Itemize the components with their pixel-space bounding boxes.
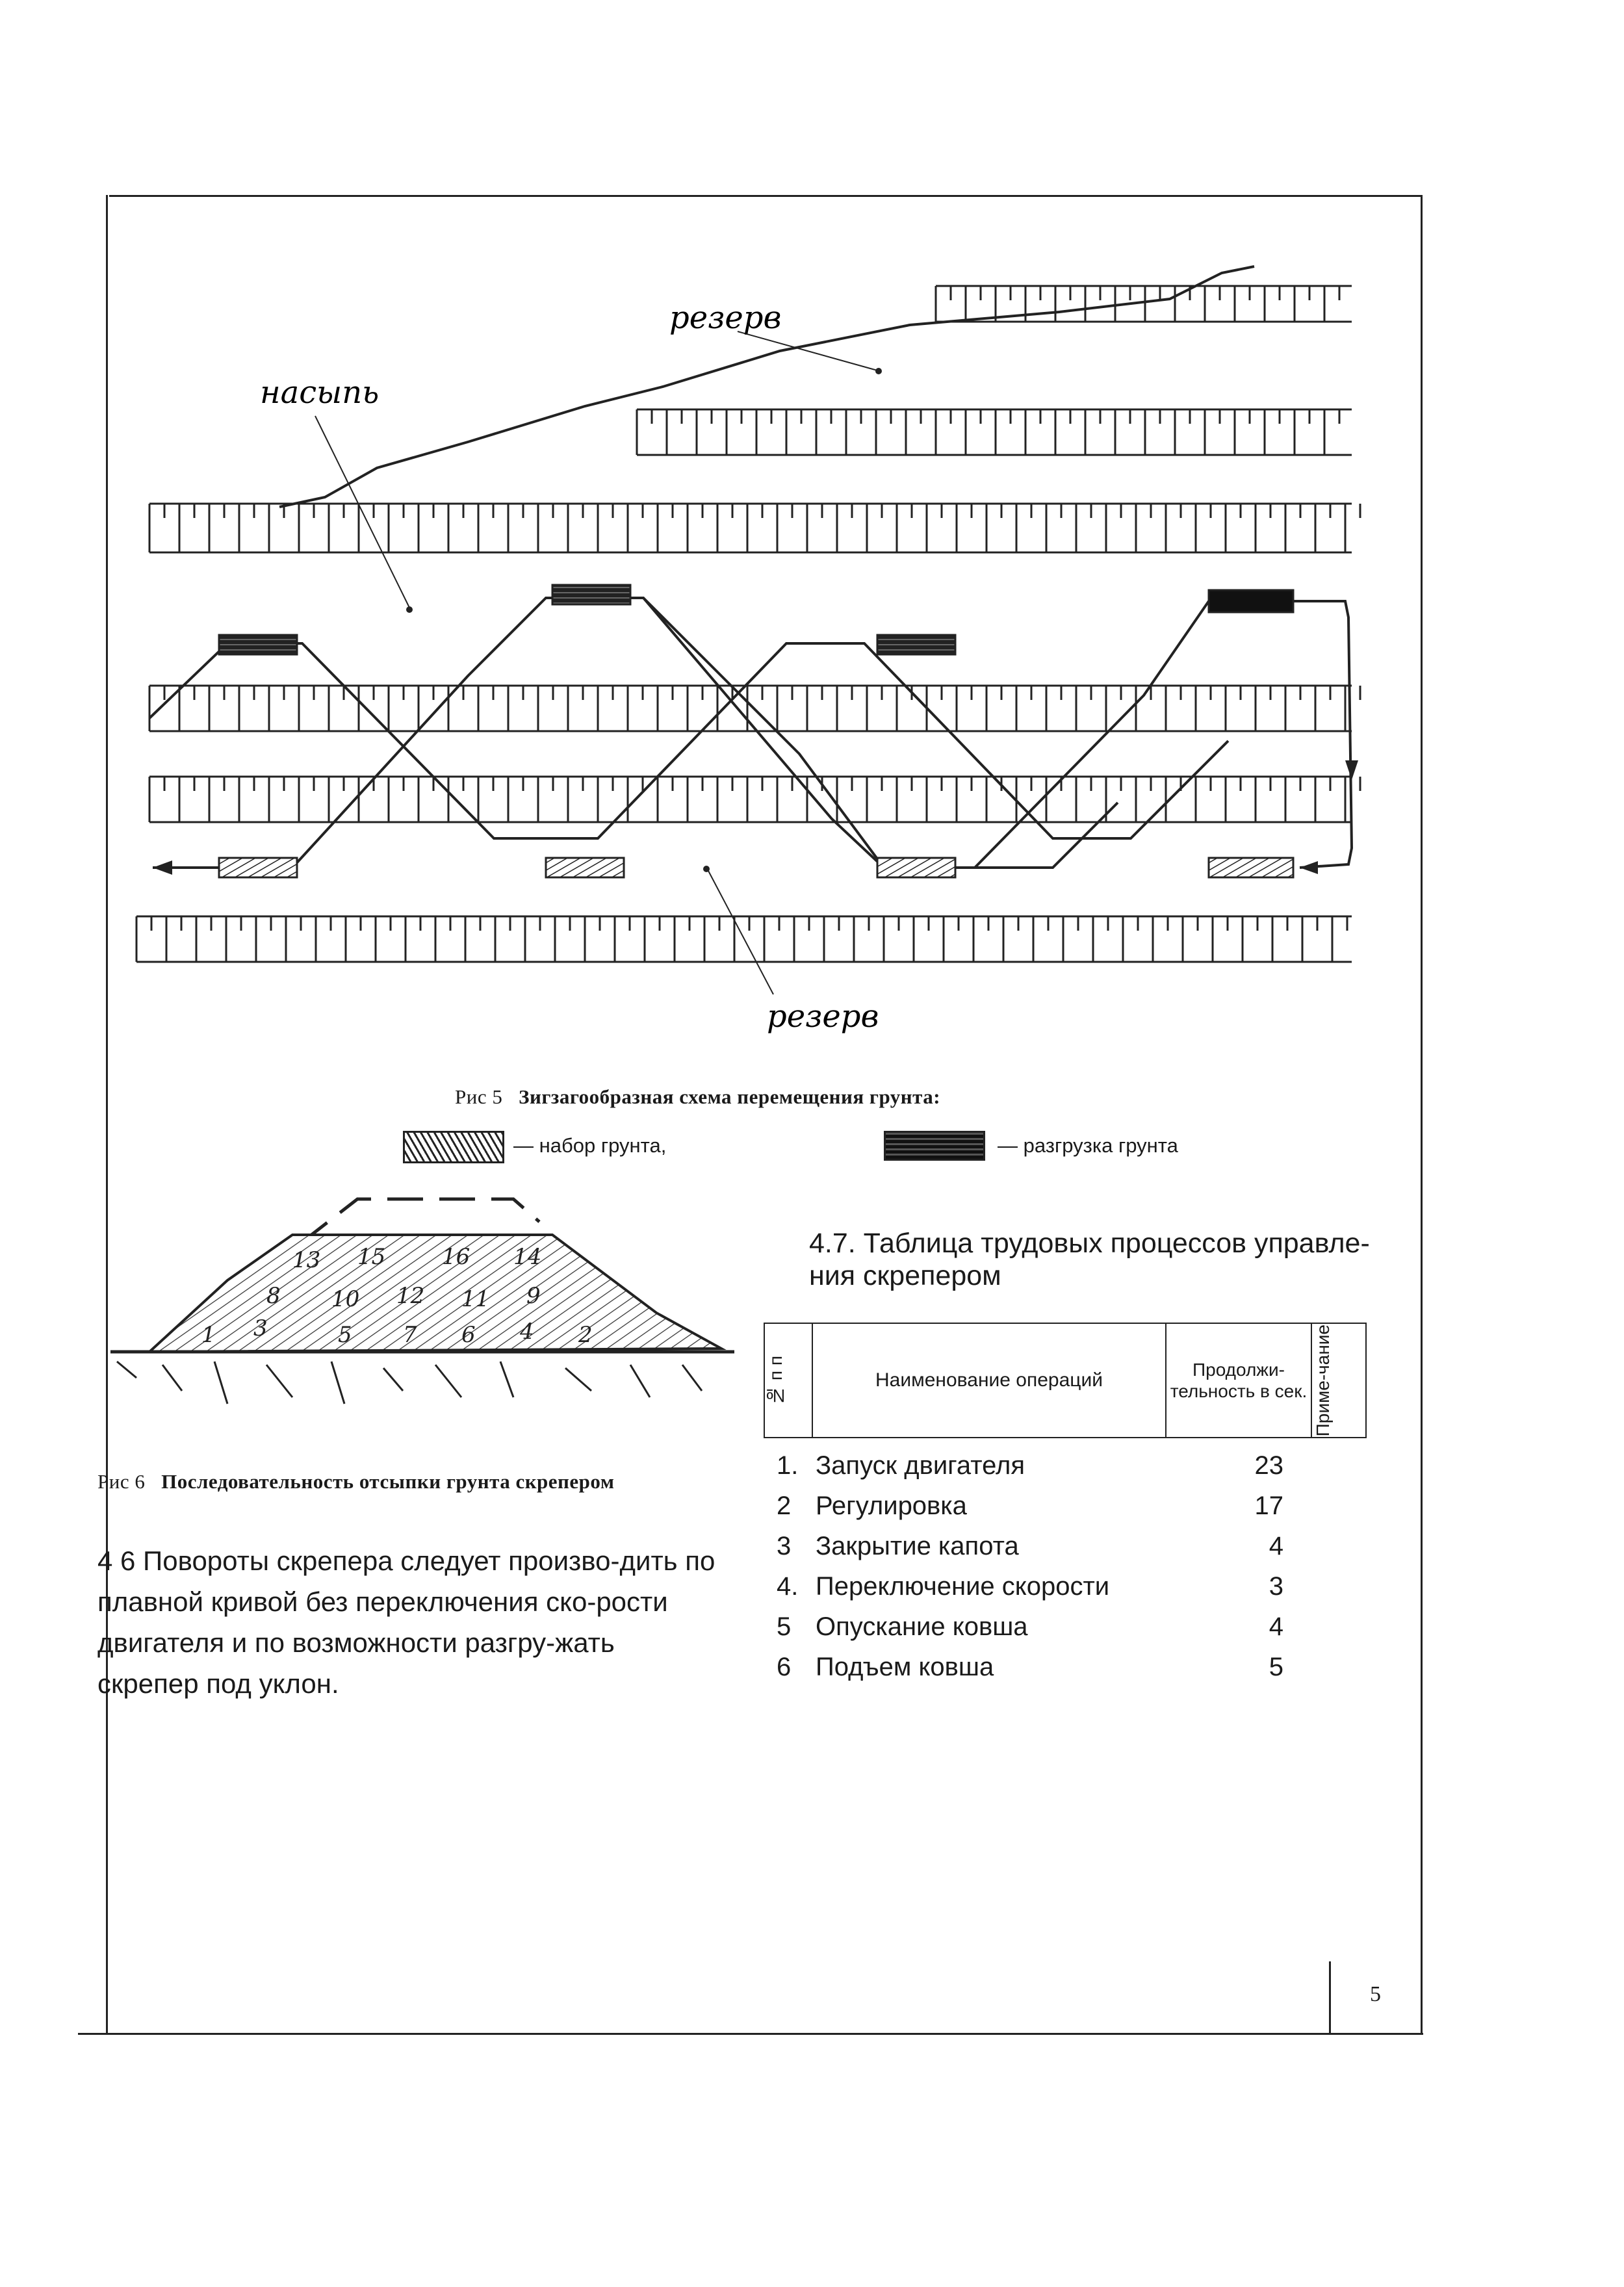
page-frame-top	[109, 195, 1422, 197]
legend-unload-swatch	[884, 1131, 985, 1161]
fill-layer-number: 2	[578, 1322, 593, 1348]
row-duration: 5	[1269, 1653, 1283, 1681]
fill-layer-number: 4	[520, 1319, 534, 1345]
fill-layer-number: 5	[338, 1322, 352, 1348]
row-operation-name: Закрытие капота	[816, 1532, 1019, 1560]
legend-load-swatch	[403, 1131, 504, 1163]
figure5-caption	[455, 1085, 940, 1109]
leader-dot-reserve-top	[875, 368, 882, 374]
label-reserve-top: резерв	[669, 300, 782, 336]
scraper-path-b	[153, 598, 1352, 868]
load-block-2	[546, 858, 624, 877]
figure5-caption-text: Зигзагообразная схема перемещения грунта:	[519, 1085, 941, 1108]
legend-unload-text: — разгрузка грунта	[998, 1134, 1178, 1157]
figure6-caption-prefix: Рис 6	[97, 1470, 146, 1493]
operations-table-header	[764, 1323, 1367, 1438]
row-operation-name: Опускание ковша	[816, 1612, 1028, 1641]
fill-layer-number: 7	[403, 1322, 417, 1348]
page-frame-bottom	[78, 2033, 1423, 2035]
table-heading: 4.7. Таблица трудовых процессов управле-ния скрепером	[809, 1228, 1370, 1291]
figure5-caption-prefix: Рис 5	[455, 1085, 503, 1108]
leader-dot-reserve-bottom	[703, 866, 710, 872]
embankment-body	[149, 1235, 721, 1352]
leader-dot-embankment	[406, 606, 413, 613]
fill-layer-number: 10	[331, 1286, 360, 1312]
page-frame-right	[1421, 195, 1423, 2034]
col-header-name: Наименование операций	[812, 1323, 1166, 1438]
load-block-3	[877, 858, 955, 877]
page-frame-left	[106, 195, 108, 2034]
row-number: 2	[777, 1492, 792, 1520]
col-header-num: № п п	[764, 1323, 812, 1438]
fill-layer-number: 13	[292, 1247, 321, 1273]
fill-layer-number: 9	[526, 1283, 541, 1309]
row-duration: 17	[1254, 1492, 1283, 1520]
label-embankment: насыпь	[260, 374, 380, 411]
load-block-4	[1209, 858, 1293, 877]
fill-layer-number: 16	[442, 1244, 470, 1270]
unload-block-1	[219, 635, 297, 654]
legend-load-text: — набор грунта,	[513, 1134, 667, 1157]
arrow-end-icon	[1300, 861, 1318, 874]
embankment-fill-figure	[97, 1183, 734, 1443]
row-operation-name: Переключение скорости	[816, 1572, 1110, 1601]
fill-layer-number: 3	[253, 1315, 268, 1341]
page-number-rule	[1329, 1961, 1331, 2033]
unload-block-4	[1209, 590, 1293, 612]
load-block-1	[219, 858, 297, 877]
row-number: 4.	[777, 1572, 799, 1601]
unload-block-3	[877, 635, 955, 654]
row-number: 6	[777, 1653, 792, 1681]
fill-layer-number: 1	[201, 1322, 216, 1348]
row-number: 5	[777, 1612, 792, 1641]
row-duration: 23	[1254, 1451, 1283, 1480]
figure6-caption-text: Последовательность отсыпки грунта скрепером	[161, 1470, 615, 1493]
col-header-note: Приме-чание	[1311, 1323, 1366, 1438]
row-number: 1.	[777, 1451, 799, 1480]
row-duration: 4	[1269, 1532, 1283, 1560]
arrow-start-icon	[153, 860, 172, 875]
fill-layer-number: 11	[461, 1286, 490, 1312]
fill-layer-number: 6	[461, 1322, 476, 1348]
fill-layer-number: 12	[396, 1283, 425, 1309]
fill-layer-number: 14	[513, 1244, 542, 1270]
fill-layer-number: 8	[266, 1283, 281, 1309]
page-number: 5	[1370, 1982, 1381, 2006]
fill-layer-number: 15	[357, 1244, 386, 1270]
leader-reserve-top	[738, 331, 877, 370]
figure6-caption	[97, 1470, 614, 1493]
row-duration: 4	[1269, 1612, 1283, 1641]
label-reserve-bottom: резерв	[767, 998, 879, 1035]
scraper-path-a	[149, 643, 1228, 838]
row-duration: 3	[1269, 1572, 1283, 1601]
row-operation-name: Подъем ковша	[816, 1653, 994, 1681]
col-header-duration: Продолжи-тельность в сек.	[1166, 1323, 1311, 1438]
paragraph-4-6: 4 6 Повороты скрепера следует произво-дить по плавной кривой без переключения ско-рости двигателя и по возможности разгру-жать скрепер под уклон.	[97, 1545, 715, 1699]
row-number: 3	[777, 1532, 792, 1560]
zigzag-scheme-figure	[130, 247, 1397, 1059]
unload-block-2	[552, 585, 630, 604]
row-operation-name: Регулировка	[816, 1492, 967, 1520]
row-operation-name: Запуск двигателя	[816, 1451, 1025, 1480]
ground-hatching	[117, 1362, 702, 1404]
